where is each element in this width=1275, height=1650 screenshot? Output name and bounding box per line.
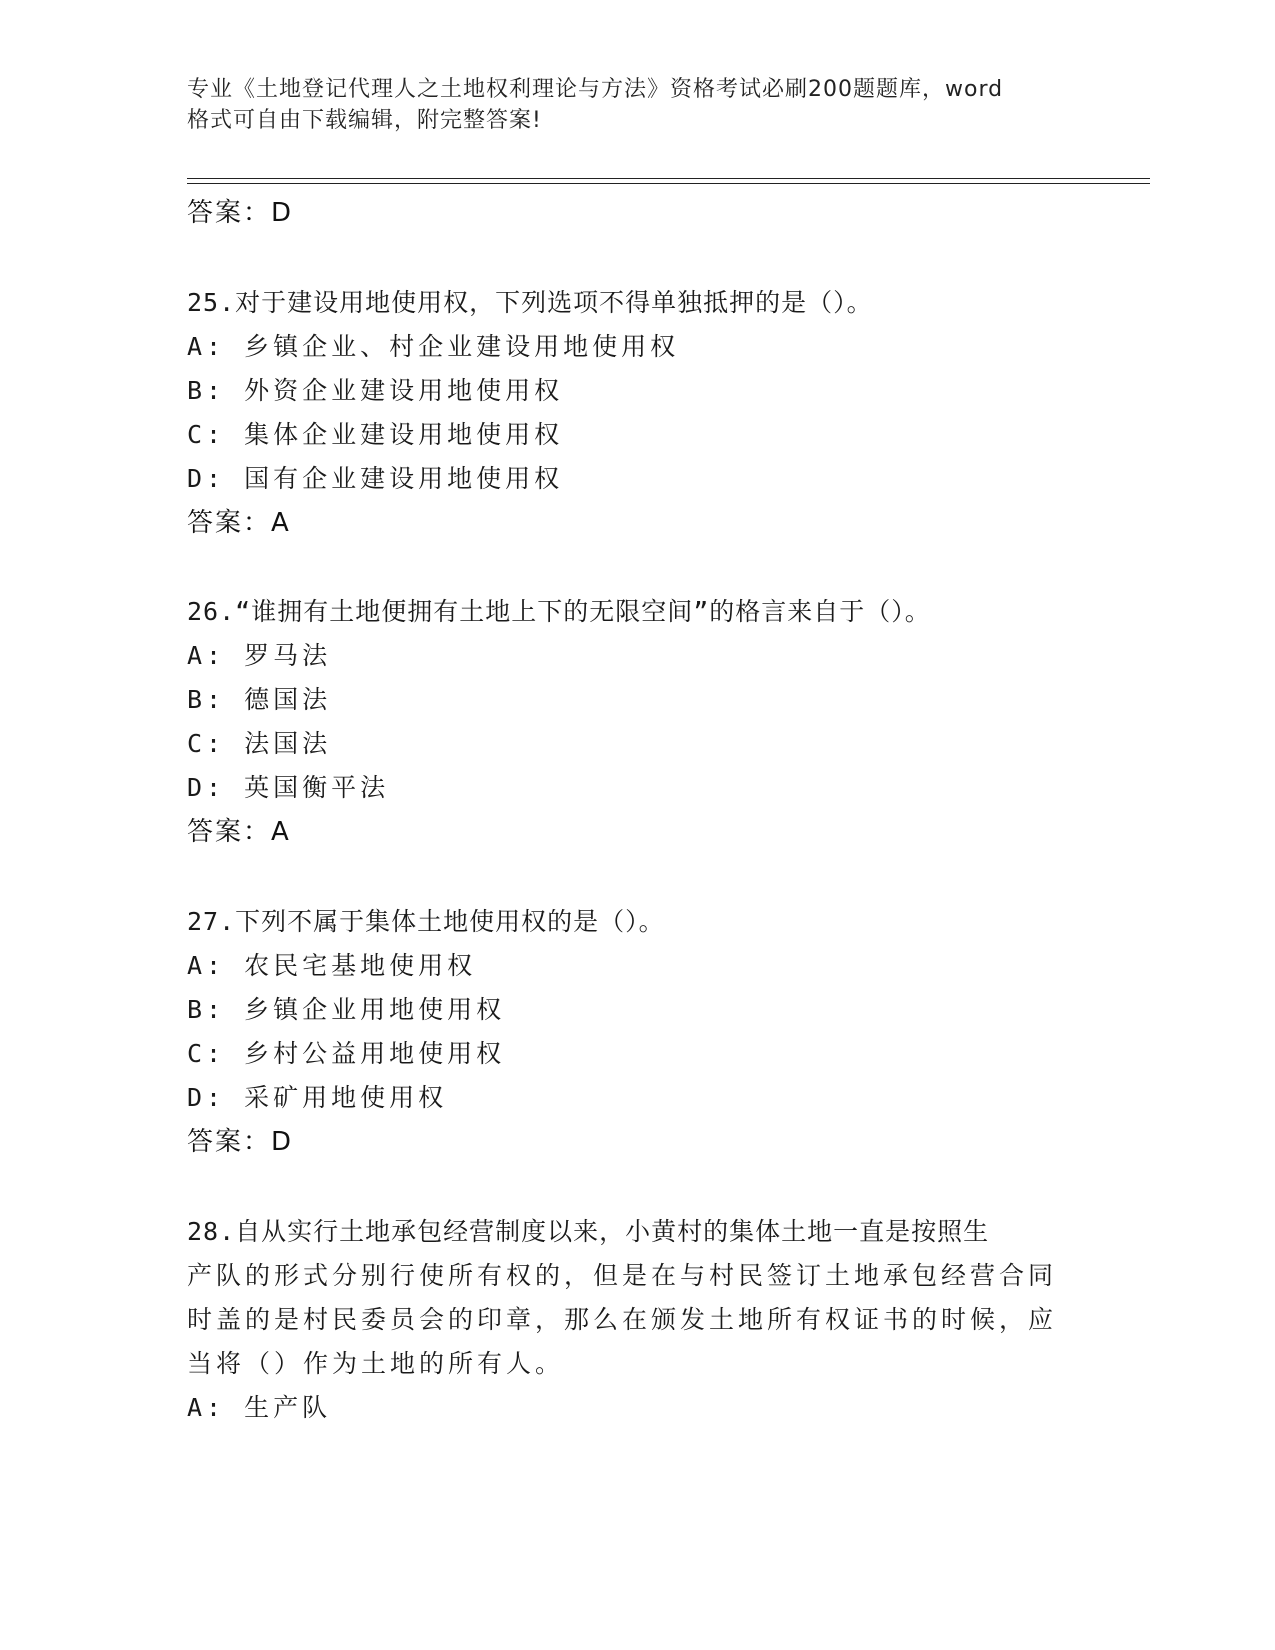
question-26-stem: 26.“谁拥有土地便拥有土地上下的无限空间”的格言来自于（）。 [187,597,931,626]
question-28-stem-line-1: 28.自从实行土地承包经营制度以来，小黄村的集体土地一直是按照生 [187,1217,990,1246]
question-26-option-b: B: 德国法 [187,685,332,714]
question-25-stem: 25.对于建设用地使用权，下列选项不得单独抵押的是（）。 [187,288,873,317]
question-28-stem-line-3: 时盖的是村民委员会的印章，那么在颁发土地所有权证书的时候，应 [187,1305,1058,1334]
header-line-2: 格式可自由下载编辑，附完整答案! [187,108,542,133]
question-27-option-a: A: 农民宅基地使用权 [187,951,477,980]
question-26-option-a: A: 罗马法 [187,641,332,670]
question-28-option-a: A: 生产队 [187,1393,332,1422]
header-divider-top [187,178,1150,179]
question-27-stem: 27.下列不属于集体土地使用权的是（）。 [187,907,665,936]
answer-q24: 答案：D [187,198,294,228]
document-header [187,74,1067,136]
answer-q27: 答案：D [187,1127,294,1157]
header-line-1: 专业《土地登记代理人之土地权利理论与方法》资格考试必刷200题题库，word [187,77,1004,102]
question-25-option-d: D: 国有企业建设用地使用权 [187,464,564,493]
question-28-stem-line-2: 产队的形式分别行使所有权的，但是在与村民签订土地承包经营合同 [187,1261,1058,1290]
question-25-option-a: A: 乡镇企业、村企业建设用地使用权 [187,332,680,361]
question-27-option-d: D: 采矿用地使用权 [187,1083,448,1112]
answer-q25: 答案：A [187,508,291,538]
question-26-option-c: C: 法国法 [187,729,332,758]
header-divider-bottom [187,183,1150,184]
question-25-option-c: C: 集体企业建设用地使用权 [187,420,564,449]
question-27-option-c: C: 乡村公益用地使用权 [187,1039,506,1068]
answer-q26: 答案：A [187,817,291,847]
question-27-option-b: B: 乡镇企业用地使用权 [187,995,506,1024]
question-25-option-b: B: 外资企业建设用地使用权 [187,376,564,405]
question-28-stem-line-4: 当将（）作为土地的所有人。 [187,1349,565,1378]
question-26-option-d: D: 英国衡平法 [187,773,390,802]
